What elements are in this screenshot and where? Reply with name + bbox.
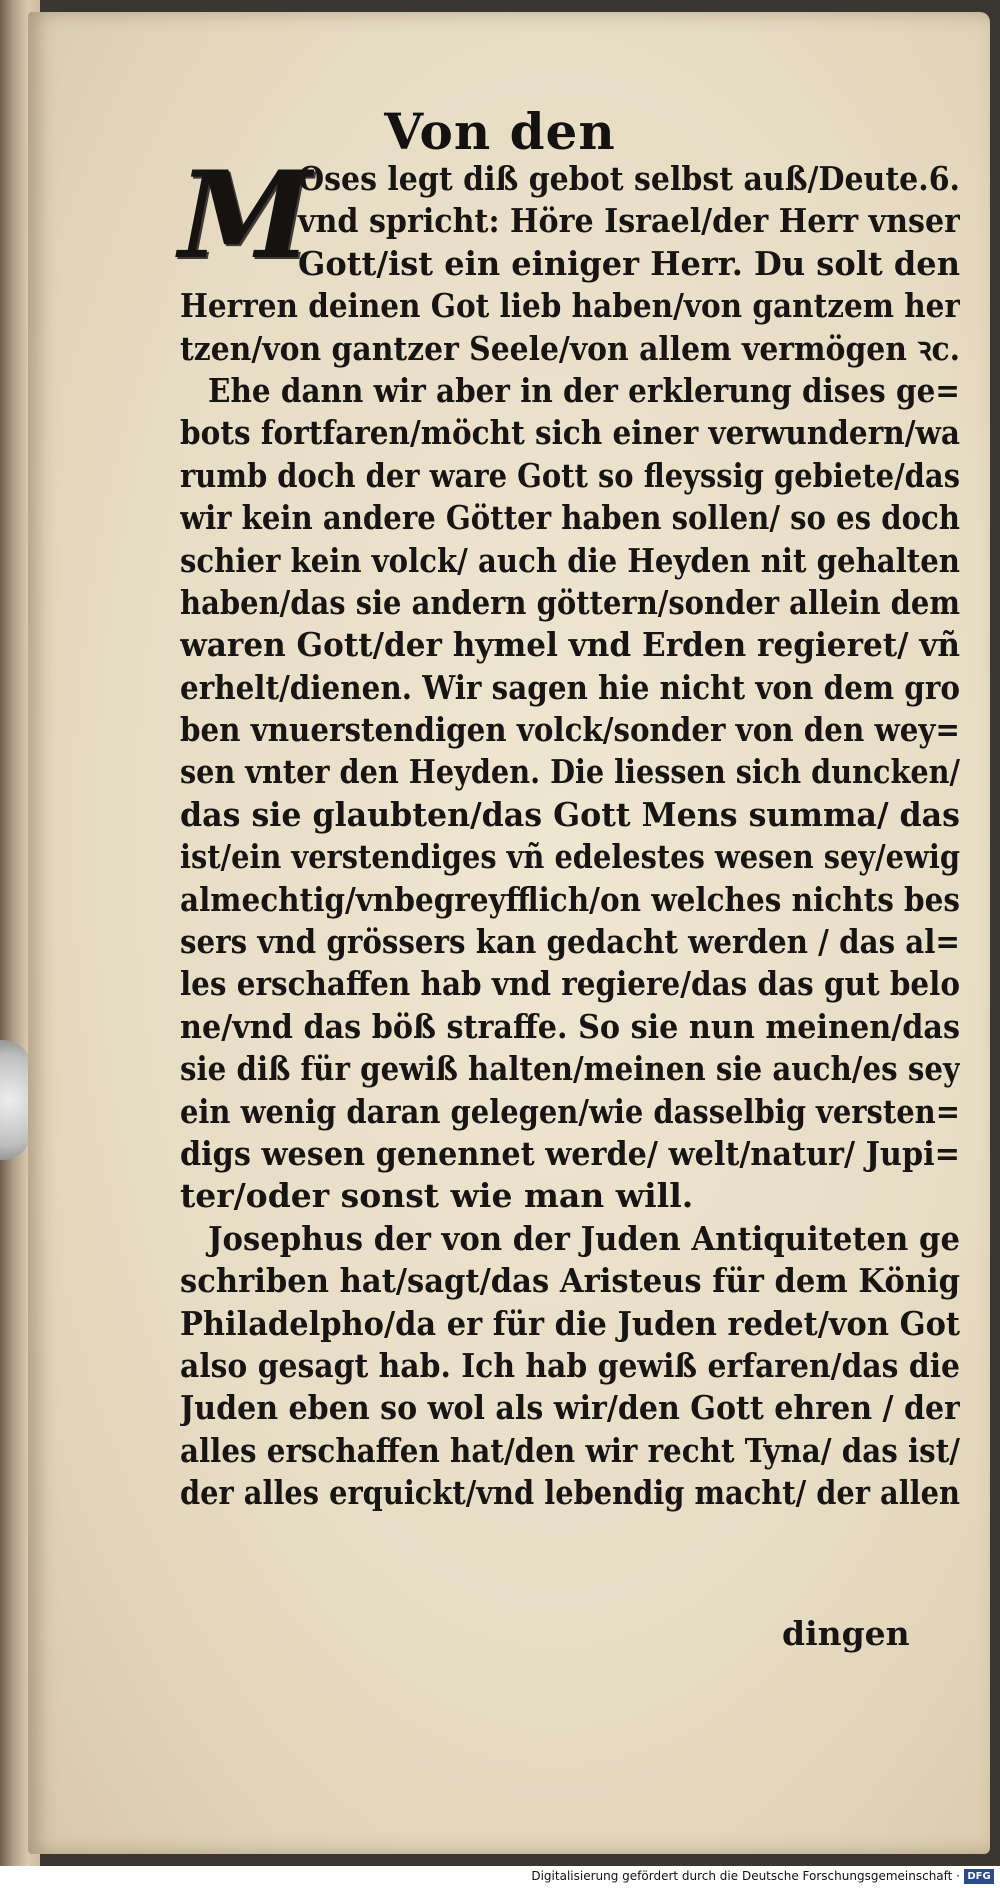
text-line: tzen/von gantzer Seele/von allem vermögen ꝛc. — [180, 328, 960, 368]
text-line: ein wenig daran gelegen/wie dasselbig versten= — [180, 1091, 960, 1131]
text-line: alles erschaffen hat/den wir recht Tyna/ das ist/ — [180, 1430, 960, 1470]
text-line: schriben hat/sagt/das Aristeus für dem König — [180, 1261, 960, 1301]
text-line: erhelt/dienen. Wir sagen hie nicht von dem gro — [180, 667, 960, 707]
text-line: les erschaffen hab vnd regiere/das das gut belo — [180, 964, 960, 1004]
body-text — [178, 145, 960, 1515]
dfg-logo: DFG — [964, 1869, 994, 1884]
text-line: Juden eben so wol als wir/den Gott ehren / der — [180, 1388, 960, 1428]
text-line: sers vnd grössers kan gedacht werden / das al= — [180, 922, 960, 962]
text-line: ter/oder sonst wie man will. — [180, 1176, 694, 1216]
text-line: sie diß für gewiß halten/meinen sie auch/es sey — [180, 1049, 960, 1089]
text-line: sen vnter den Heyden. Die liessen sich duncken/ — [180, 752, 960, 792]
text-line: bots fortfaren/möcht sich einer verwundern/wa — [180, 413, 960, 453]
text-line: das sie glaubten/das Gott Mens summa/ das — [180, 794, 960, 834]
text-line: vnd spricht: Höre Israel/der Herr vnser — [298, 201, 960, 241]
text-line: ben vnuerstendigen volck/sonder von den wey= — [180, 710, 960, 750]
footer-bar — [0, 1866, 1000, 1888]
decorated-initial: M — [178, 145, 312, 286]
text-line: ist/ein verstendiges vñ edelestes wesen sey/ewig — [180, 837, 960, 877]
text-line: ne/vnd das böß straffe. So sie nun meinen/das — [180, 1006, 960, 1046]
text-line: Josephus der von der Juden Antiquiteten ge — [208, 1218, 960, 1258]
text-line: haben/das sie andern göttern/sonder allein dem — [180, 582, 960, 622]
funding-credit: Digitalisierung gefördert durch die Deutsche Forschungsgemeinschaft · — [531, 1869, 960, 1883]
text-line: schier kein volck/ auch die Heyden nit gehalten — [180, 540, 960, 580]
catchword: dingen — [782, 1614, 910, 1653]
text-line: Herren deinen Got lieb haben/von gantzem her — [180, 286, 960, 326]
text-line: also gesagt hab. Ich hab gewiß erfaren/das die — [180, 1345, 960, 1385]
running-head: Von den — [384, 102, 616, 161]
text-line: der alles erquickt/vnd lebendig macht/ der allen — [180, 1473, 960, 1513]
text-line: Oses legt diß gebot selbst auß/Deute.6. — [298, 159, 960, 198]
text-line: Philadelpho/da er für die Juden redet/von Got — [180, 1303, 960, 1343]
text-line: digs wesen genennet werde/ welt/natur/ Jupi= — [180, 1133, 960, 1173]
text-line: waren Gott/der hymel vnd Erden regieret/ vñ — [180, 625, 960, 665]
text-line: Ehe dann wir aber in der erklerung dises ge= — [208, 370, 960, 410]
text-line: rumb doch der ware Gott so fleyssig gebiete/das — [180, 455, 960, 495]
text-line: wir kein andere Götter haben sollen/ so es doch — [180, 498, 960, 538]
text-line: almechtig/vnbegreyfflich/on welches nichts bes — [180, 879, 960, 919]
text-line: Gott/ist ein einiger Herr. Du solt den — [298, 243, 960, 283]
